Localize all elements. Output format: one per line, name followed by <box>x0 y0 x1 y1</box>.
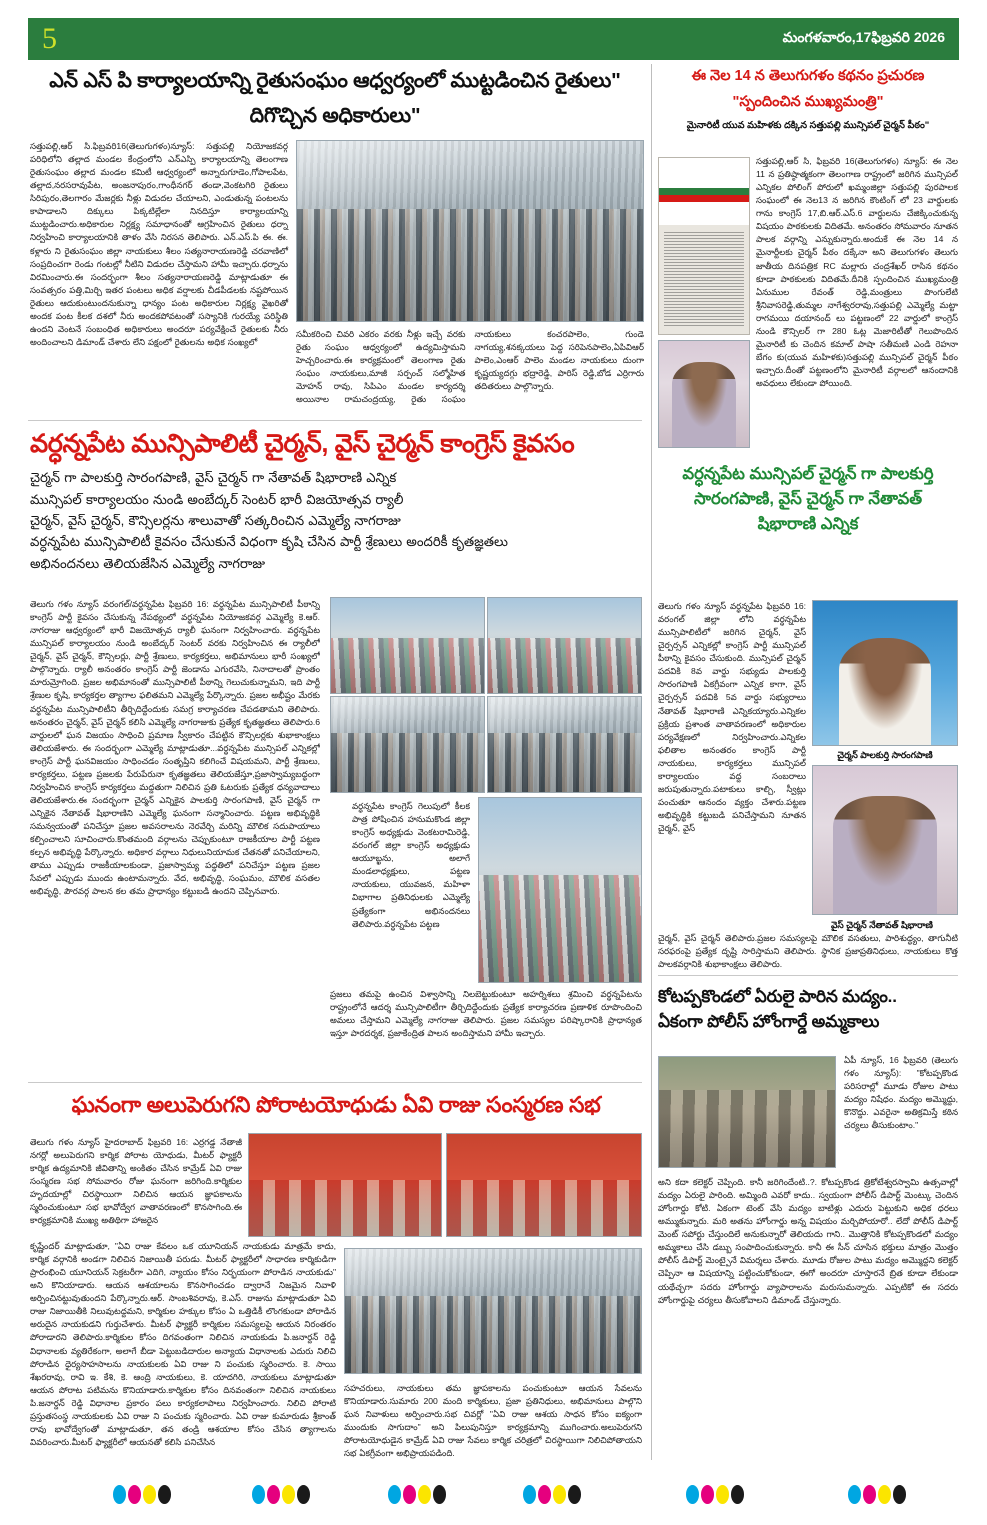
farmers-body-col2 <box>296 328 644 406</box>
black-dot <box>158 1485 171 1504</box>
cmyk-group-3 <box>388 1485 446 1504</box>
vardhannapet-right-body-text-2: చైర్మన్, వైస్ చైర్మన్ తెలిపారు.ప్రజల సమస్యలపై మౌలిక వసతులు, పారిశుద్ధ్యం, తాగునీటి సరఫరంపై ప్రత్యేక దృష్టి సారిస్తామని తెలిపారు. స్థానిక ప్రజాప్రతినిధులు, నాయకులు కొత్త పాలకవర్గానికి శుభాకాంక్షలు తెలిపారు. <box>658 933 958 970</box>
photo-cpm-dais <box>248 1133 442 1237</box>
caption-vicechair: వైస్ చైర్మన్ నేతావత్ షిభారాణి <box>831 920 933 930</box>
avraju-body-text-2: కృష్ణేందర్ మాట్లాడుతూ, "ఏవి రాజు కేవలం ఒక యూనియన్ నాయకుడు మాత్రమే కాదు, కార్మిక వర్గానికి అండగా నిలిచిన నిజాయితీ పరుడు. మీటర్ ఫ్యాక్టరీలో సాధారణ కార్మికుడిగా ప్రారంభించి యూనియన్ సెక్రటరీగా ఎదిగి, న్యాయం కోసం నిర్భయంగా పోరాడిన నాయకుడు" అని కొనియాడారు. ఆయన ఆశయాలను కొనసాగించడం ద్వారానే నిజమైన నివాళి అర్పించినట్టువుతుందని పేర్కొన్నారు.ఆర్. సాంబశివరావు, కె.ఎస్. రాజును మాట్లాడుతూ ఏవి రాజు నిజాయితీకి నిలువుటద్దమని, కార్మికుల హక్కుల కోసం ఏ ఒత్తిడికీ లొంగకుండా పోరాడిన అరుదైన నాయకుడని గుర్తుచేశారు. మీటర్ ఫ్యాక్టరీ కార్మికుల సమస్యలపై ఆయన నిరంతరం పోరాడారని తెలిపారు.కార్మికుల కోసం దిగవంతంగా నిలిచిన నాయకుడు పి.జనార్దన్ రెడ్డి విధానాలకు వ్యతిరేకంగా, అలాగే బీడా పెట్టుబడిదారుల అన్యాయ విధానాలకు ఎదురు నిలిచి పోరాడిన ధైర్యసాహసాలను నాయకులకు ఏవి రాజు ని పంచుకు స్మరించారు. కె. సాయి శేఖరరావు, రావి ఇ. కేశి, కె. ఆంద్రి నాయకులు, కె. యాదగిరి, నాయకులు మాట్లాడుతూ ఆయన పోరాట పటిమను కొనియాడారు.కార్మికుల కోసం దినవంతంగా నిలిచిన నాయకులు పి.జనార్దన్ రెడ్డి విధానాల ప్రకారం పలు కార్యకలాపాలు నిర్వహించారు. నిలిచి పోరాటి ప్రస్తుతసంస్థ నాయకులకు ఏవి రాజు ని పంచుకు స్మరించారు. ఏవి రాజు కుమారుడు శ్రీకాంత్ రావు భావోద్వేగంతో మాట్లాడుతూ, తన తండ్రి ఆశయాల కోసం చేసిన త్యాగాలను వివరించారు.మీటర్ ఫ్యాక్టరీలో ఆయనతో కలిసి పనిచేసిన <box>30 1241 336 1447</box>
masthead-bar <box>28 18 959 60</box>
liquor-body-2 <box>658 1176 958 1456</box>
photo-newspaper-clipping <box>658 157 750 335</box>
magenta-dot <box>538 1485 551 1504</box>
photo-vicechair-shibharani <box>812 765 958 915</box>
cm-subhead: మైనారిటీ యువ మహిళకు దక్కిన సత్తుపల్లి మున్సిపల్ చైర్మన్ పీఠం" <box>686 119 930 131</box>
vardhannapet-subhead-4: వర్ధన్నపేట మున్సిపాలిటీ కైవసం చేసుకునే విధంగా కృషి చేసిన పార్టీ శ్రేణులు అందరికీ కృతజ్ఞతలు <box>30 534 508 550</box>
cyan-dot <box>523 1485 536 1504</box>
liquor-body-text-1: ఏపీ న్యూస్, 16 ఫిబ్రవరి (తెలుగు గళం న్యూస్): "కోటప్పకొండ పరిసరాల్లో మూడు రోజుల పాటు మద్యం నిషేధం. మద్యం అమ్మొద్దు, కొనొద్దు. ఎవరైనా అతిక్రమిస్తే కఠిన చర్యలు తీసుకుంటాం." <box>844 1055 958 1131</box>
avraju-body-text-1: తెలుగు గళం న్యూస్ హైదరాబాద్ ఫిబ్రవరి 16: ఎర్రగడ్డ నేతాజీ నగర్లో అలుపెరుగని కార్మిక పోరాట యోధుడు, మీటర్ ఫ్యాక్టరీ కార్మిక ఉద్యమానికి జీవితాన్ని అంకితం చేసిన కామ్రేడ్ ఏవి రాజు సంస్మరణ సభ సోమవారం రోజు ఘనంగా జరిగింది.కార్మికుల హృదయాల్లో చిరస్థాయిగా నిలిచిన ఆయన జ్ఞాపకాలను స్మరించుకుంటూ సభ భావోద్వేగ వాతావరణంలో కొనసాగింది.ఈ కార్యక్రమానికి ముఖ్య అతిథిగా హాజరైన <box>30 1137 242 1226</box>
cm-headline-line2: "స్పందించిన ముఖ్యమంత్రి" <box>732 93 884 110</box>
page-number: 5 <box>42 22 57 55</box>
vardhannapet-body-text-mid: వర్ధన్నపేట కాంగ్రెస్ గెలుపులో కీలక పాత్ర పోషించిన హనుమకొండ జిల్లా కాంగ్రెస్ అధ్యక్షుడు వెంకటరామిరెడ్డి, వరంగల్ జిల్లా కాంగ్రెస్ అధ్యక్షుడు ఆయూబ్ఖను, అలాగే మండలాధ్యక్షులు, పట్టణ నాయకులు, యువజన, మహిళా విభాగాల ప్రతినిధులకు ఎమ్మెల్యే ప్రత్యేకంగా అభినందనలు తెలిపారు.వర్ధన్నపేట పట్టణ <box>352 801 470 929</box>
avraju-headline: ఘనంగా అలుపెరుగని పోరాటయోధుడు ఏవి రాజు సంస్మరణ సభ <box>71 1092 601 1117</box>
magenta-dot <box>403 1485 416 1504</box>
cm-body-tail <box>658 438 958 460</box>
farmers-headline-line1: ఎన్ ఎస్ పి కార్యాలయాన్ని రైతుసంఘం ఆధ్వర్యంలో ముట్టడించిన రైతులు" <box>49 69 621 92</box>
cmyk-group-4 <box>523 1485 581 1504</box>
avraju-body-1 <box>30 1136 242 1228</box>
liquor-headline-1: కోటప్పకొండలో ఏరులై పారిన మద్యం.. <box>658 987 897 1006</box>
cmyk-group-2 <box>252 1485 310 1504</box>
vardhannapet-subhead-1: చైర్మన్ గా పాలకుర్తి సారంగపాణి, వైస్ చైర్మన్ గా నేతావత్ షిభారాణి ఎన్నిక <box>30 470 397 486</box>
yellow-dot <box>282 1485 295 1504</box>
vardhannapet-right-body-text-1: తెలుగు గళం న్యూస్ వర్ధన్నపేట ఫిబ్రవరి 16: వరంగల్ జిల్లా లోని వర్ధన్నపేట మున్సిపాలిటీలో జరిగిన చైర్మన్, వైస్ చైర్పర్సన్ ఎన్నికల్లో కాంగ్రెస్ పార్టీ మున్సిపల్ పీఠాన్ని కైవసం చేసుకుంది. మున్సిపల్ చైర్మన్ పదవికి 8వ వార్డు సభ్యుడు పాలకుర్తి సారంగపాణి ఏకగ్రీవంగా ఎన్నిక కాగా, వైస్ చైర్పర్సన్ పదవికి 5వ వార్డు సభ్యురాలు నేతావత్ షిభారాణి ఎన్నికయ్యారు.ఎన్నికల ప్రక్రియ ప్రశాంత వాతావరణంలో అధికారుల పర్యవేక్షణలో నిర్వహించారు.ఎన్నికల ఫలితాల అనంతరం కాంగ్రెస్ పార్టీ నాయకులు, కార్యకర్తలు మున్సిపల్ కార్యాలయం వద్ద సంబరాలు జరుపుతున్నారు.పటాకులు కాల్చి, స్వీట్లు పంచుతూ ఆనందం వ్యక్తం చేశారు.పట్టణ అభివృద్ధికి కట్టుబడి పనిచేస్తామని నూతన చైర్మన్, వైస్ <box>658 601 806 834</box>
yellow-dot <box>553 1485 566 1504</box>
photo-memorial-banner <box>446 1133 642 1237</box>
vardhannapet-body-bottom <box>330 988 642 1070</box>
story-cm <box>658 66 958 133</box>
vardhannapet-subhead-3: చైర్మన్, వైస్ చైర్మన్, కౌన్సిలర్లను శాలువాతో సత్కరించిన ఎమ్మెల్యే నాగరాజు <box>30 512 401 528</box>
photo-rally-2 <box>487 597 642 694</box>
liquor-headline-2: ఏకంగా పోలీస్ హోంగార్డే అమ్మకాలు <box>658 1011 880 1031</box>
yellow-dot <box>143 1485 156 1504</box>
cm-body-col <box>756 155 958 450</box>
magenta-dot <box>267 1485 280 1504</box>
column-divider-right <box>651 64 652 1460</box>
cyan-dot <box>252 1485 265 1504</box>
vardhannapet-right-body-2 <box>658 932 958 970</box>
yellow-dot <box>716 1485 729 1504</box>
vardhannapet-right-headline-3: షిభారాణి ఎన్నిక <box>757 514 859 533</box>
farmers-body-text-1: సత్తుపల్లి,ఆర్ సి.ఫిబ్రవరి16(తెలుగుగళం)న్యూస్: సత్తుపల్లి నియోజకవర్గ పరిధిలోని తల్లాద మండల కేంద్రంలోని ఎన్ఎస్పి కార్యాలయాన్ని తెలంగాణ రైతుసంఘం తల్లాద మండల కమిటీ ఆధ్వర్యంలో అన్నారుగూడెం,గోపాలపేట, తల్లాద,నరసరావుపేట, అంజనాపురం,గాంధీనగర్ తండా,వెంకటగిరి రైతులు సిరిపురం,తెలగారం మేజర్లకు నీళ్లు విడుదల చేయాలని, ఎండుతున్న పంటలను కాపాడాలని దిక్కులు పిక్కటిల్లేలా నినదిస్తూ కార్యాలయాన్ని ముట్టడించారు.అధికారుల నిర్లక్ష్య సమాధానంతో ఆగ్రహించిన రైతులు ధర్నా నిర్వహించి కార్యాలయానికి తాళం వేసి నిరసన తెలిపారు. ఎన్.ఎస్.పి ఈ. ఈ. కళ్లారు ని రైతుసంఘం జిల్లా నాయకులు శీలం సత్యనారాయణరెడ్డి చరవాణిలో సంప్రదించగా రెండు గంటల్లో నీటిని విడుదల చేస్తామని హామీ ఇచ్చారు.ధర్నాను విరమించారు.ఈ సందర్భంగా శీలం సత్యనారాయణరెడ్డి మాట్లాడుతూ ఈ సంవత్సరం పత్తి,మిర్చి ఇతర పంటలు అధిక వర్షాలకు చీడపీడలకు నష్టపోయిన రైతులు ఆదుకుంటుందనుకున్నా ధాన్యం పంట అధికారుల నిర్లక్ష్య వైఖరితో అందక పంట కీలక దశలో నీరు అందకపోవటంతో సస్యానికి గురయ్యే పరిస్థితి ఉందని వెంటనే సంబంధిత అధికారులు అందరూ పర్యవేక్షించే రైతులకు నీరు అందించాలని డిమాండ్ చేశారు లేని పక్షంలో రైతులను అధిక సంఖ్యలో <box>30 141 288 347</box>
vardhannapet-body-text-bottom: ప్రజలు తమపై ఉంచిన విశ్వాసాన్ని నిలబెట్టుకుంటూ అహర్నిశలు శ్రమించి వర్ధన్నపేటను రాష్ట్రంలోనే ఆదర్శ మున్సిపాలిటీగా తీర్చిదిద్దేందుకు ప్రత్యేక కార్యాచరణ ప్రణాళిక రూపొందించి అమలు చేస్తామని ఎమ్మెల్యే నాగరాజు తెలిపారు. ప్రజల సమస్యల పరిష్కారానికి ప్రాధాన్యత ఇస్తూ పారదర్శక, ప్రజాకేంద్రిత పాలన అందిస్తామని హామీ ఇచ్చారు. <box>330 989 642 1039</box>
divider-vardhannapet-bottom <box>28 1082 642 1083</box>
story-avraju <box>30 1090 642 1120</box>
liquor-body-1 <box>844 1054 958 1172</box>
photo-rally-4 <box>487 696 642 793</box>
photo-rally-3 <box>330 696 485 793</box>
farmers-body-col1 <box>30 140 288 349</box>
avraju-body-2 <box>30 1240 336 1458</box>
farmers-body-text-2: సమీకరించి చివరి ఎకరం వరకు నీళ్లు ఇచ్చే వరకు రైతు సంఘం ఆధ్వర్యంలో ఉద్యమిస్తామని హెచ్చరించారు.ఈ కార్యక్రమంలో తెలంగాణ రైతు సంఘం నాయకులు,మాజీ సర్పంచ్ సల్మోహిత మోహన్ రావు, సిపిఎం మండల కార్యదర్శి అయినాల రామచంద్రయ్య, రైతు సంఘం నాయకులు కంచరపాలెం, గుండె నాగయ్య,శనక్కయలు పెద్ద సరిపెనపాలెం,ఏపివిఆర్ పాలెం,ఎంఆర్ పాలెం మండల నాయకులు దుంగా కృష్ణయ్యదగ్గు భద్రారెడ్డి, పారిస్ రెడ్డి,బోడ ఎర్రిగారు తదితరులు పాల్గొన్నారు. <box>296 329 644 405</box>
cmyk-group-6 <box>848 1485 906 1504</box>
liquor-body-text-2: అని కదా కలెక్టర్ చెప్పింది. కానీ జరిగిందేంటి..?. కోటప్పకొండ త్రికోటేశ్వరస్వామి ఉత్సవాల్లో మద్యం ఏరులై పారింది. అమ్మింది ఎవరో కాదు.. స్వయంగా పోలీస్ డిపార్ట్ మెంట్కు చెందిన హోంగార్డు కోటి. ఏకంగా టెంట్ వేసి మద్యం బాటిళ్లు ఎదురు పెట్టుకుని అధిక ధరలు అమ్ముకున్నారు. మరి అతను హోంగార్డు అన్న విషయం మర్చిపోయారో.. లేదో పోలీస్ డిపార్ట్ మెంట్ సపోర్టు చేస్తుందిలే అనుకున్నారో తెలియదు గాని.. మొత్తానికి కోటప్పకొండలో మద్యం అమ్మకాలు చేసి డబ్బు సంపాదించుకున్నారు. కానీ ఈ సీన్ చూసిన భక్తులు మాత్రం మొత్తం పోలీస్ డిపార్ట్ మెంట్పైనే విమర్శలు చేశారు. మూడు రోజుల పాటు మద్యం అమ్మొద్దని కలెక్టర్ చెప్పినా ఆ విషయాన్ని పట్టించుకోకుండా, ఈగో అందరూ చూస్తారనే బ్రిత కూడా లేకుండా యథేచ్ఛగా సదరు హోంగార్డు వ్యాపారాలను మరుసుమన్నారు. ఎప్పటికో ఈ సదరు హోంగార్డుపై చర్యలు తీసుకోవాలని డిమాండ్ చేస్తున్నారు. <box>658 1177 958 1305</box>
cmyk-registration-row <box>0 1485 987 1507</box>
vardhannapet-subhead-5: అభినందనలు తెలియజేసిన ఎమ్మెల్యే నాగరాజు <box>30 555 266 571</box>
photo-rally-1 <box>330 597 485 694</box>
yellow-dot <box>878 1485 891 1504</box>
vardhannapet-body-left <box>30 598 320 998</box>
magenta-dot <box>128 1485 141 1504</box>
photo-grid-vardhannapet <box>330 597 642 793</box>
farmers-headline-line2: దిగొచ్చిన అధికారులు" <box>249 103 421 127</box>
vardhannapet-subhead-2: మున్సిపల్ కార్యాలయం నుండి అంబేద్కర్ సెంటర్ భారీ విజయోత్సవ ర్యాలీ <box>30 491 404 507</box>
black-dot <box>731 1485 744 1504</box>
vardhannapet-right-body-1 <box>658 600 806 930</box>
vardhannapet-headline: వర్ధన్నపేట మున్సిపాలిటీ చైర్మన్, వైస్ చైర్మన్ కాంగ్రెస్ కైవసం <box>30 430 575 458</box>
black-dot <box>297 1485 310 1504</box>
black-dot <box>433 1485 446 1504</box>
caption-chairman: చైర్మన్ పాలకుర్తి సారంగపాణి <box>837 750 933 760</box>
cmyk-group-1 <box>113 1485 171 1504</box>
magenta-dot <box>863 1485 876 1504</box>
photo-ambedkar-statue-rally <box>478 797 642 983</box>
story-vardhannapet <box>30 428 642 574</box>
cyan-dot <box>113 1485 126 1504</box>
vardhannapet-body-text-left: తెలుగు గళం న్యూస్ వరంగల్/వర్ధన్నపేట ఫిబ్రవరి 16: వర్ధన్నపేట మున్సిపాలిటీ పీఠాన్ని కాంగ్రెస్ పార్టీ కైవసం చేసుకున్న నేపథ్యంలో వర్ధన్నపేట నియోజకవర్గ ఎమ్మెల్యే కె.ఆర్. నాగరాజు ఆధ్వర్యంలో భారీ విజయోత్సవ ర్యాలీ ఘనంగా నిర్వహించారు. వర్ధన్నపేట మున్సిపల్ కార్యాలయం నుండి అంబేద్కర్ సెంటర్ వరకు నిర్వహించిన ఈ ర్యాలీలో చైర్మన్, వైస్ చైర్మన్, కౌన్సిలర్లు, పార్టీ శ్రేణులు, కార్యకర్తలు, అభిమానులు భారీ సంఖ్యలో పాల్గొన్నారు. ర్యాలీ అనంతరం కాంగ్రెస్ పార్టీ జెండాను ఎగురవేసి, నినాదాలతో ప్రాంతం మారుమ్రోగింది. ప్రజల అభిమానంతో మున్సిపాలిటీ పీఠాన్ని గెలుచుకున్నామని, ఇది పార్టీ శ్రేణుల కృషి, కార్యకర్తల త్యాగాల ఫలితమని ఎమ్మెల్యే పేర్కొన్నారు. ప్రజల అభీష్టం మేరకు వర్ధన్నపేట మున్సిపాలిటీని తీర్చిదిద్దేందుకు సమగ్ర కార్యాచరణ చేపడతామని తెలిపారు. అనంతరం చైర్మన్, వైస్ చైర్మన్ కలిసి ఎమ్మెల్యే నాగరాజుకు ప్రత్యేక కృతజ్ఞతలు తెలిపారు.6 వార్డులలో ఘన విజయం సాధించి ప్రమాణ స్వీకారం చేపట్టిన కౌన్సిలర్లకు శుభాకాంక్షలు తెలియజేశారు. ఈ సందర్భంగా ఎమ్మెల్యే మాట్లాడుతూ...వర్ధన్నపేట మున్సిపల్ ఎన్నికల్లో కాంగ్రెస్ పార్టీ ఘనవిజయం సాధించడం సంతృప్తిని కలిగించే విషయమని, పార్టీ శ్రేణులు, కార్యకర్తలు, పట్టణ ప్రజలకు పేరుపేరునా కృతజ్ఞతలు తెలియజేస్తూ,ప్రజాస్వామ్యబద్ధంగా నిర్వహించిన కాంగ్రెస్ కార్యకర్తలు మద్దతుగా నిలిచిన ప్రతి ఓటరుకు ప్రత్యేక ధన్యవాదాలు తెలియజేశారు.ఈ సందర్భంగా చైర్మన్ ఎన్నికైన పాలకుర్తి సారంగపాణి, వైస్ చైర్మన్ గా ఎన్నికైన నేతావత్ షిభారాణిని ఎమ్మెల్యే ఘనంగా సన్మానించారు. పట్టణ అభివృద్ధికి సమన్వయంతో పనిచేస్తూ ప్రజల అవసరాలను నెరవేర్చి మరిన్ని మౌలిక సదుపాయాలు కల్పించాలని సూచించారు.కొంతమంది వర్గాలను చెప్పుకుంటూ రాజకీయాల పార్టీ పట్టణ కల్పన అభివృద్ధి పేర్కొన్నారు. అధికార వర్గాలు నిధులునియామక చేతనతో పనిచేయాలని, తాము ఎప్పుడు రాజకీయాలకుండా, ప్రజాస్వామ్య పద్ధతిలో పనిచేస్తూ పట్టణ ప్రజల సేవలో ఎప్పుడు ముందు ఉంటామన్నారు. వేద, అభివృద్ధి, సంఘమం, మౌలిక వసతల అభివృద్ధి, పౌరవర్గ పాలన కల తమ ప్రాధాన్యం కట్టుబడి ఉందని చెప్పినవారు. <box>30 599 320 897</box>
cmyk-group-5 <box>686 1485 744 1504</box>
story-farmers <box>28 66 642 130</box>
story-vardhannapet-right <box>658 462 958 536</box>
cm-headline-line1: ఈ నెల 14 న తెలుగుగళం కథనం ప్రచురణ <box>691 68 925 84</box>
cyan-dot <box>388 1485 401 1504</box>
vardhannapet-body-mid <box>352 800 470 982</box>
cm-body-text: సత్తుపల్లి,ఆర్ సి, ఫిబ్రవరి 16(తెలుగుగళం) న్యూస్: ఈ నెల 11 న ప్రతిష్ఠాత్మకంగా తెలంగాణ రాష్ట్రంలో జరిగిన మున్సిపల్ ఎన్నికల పోలింగ్ పోరులో ఖమ్మంజిల్లా సత్తుపల్లి పురపాలక సంఘంలో ఈ నెల13 న జరిగిన కౌంటింగ్ లో 23 వార్డులకు గాను కాంగ్రెస్ 17,బి.ఆర్.ఎస్.6 వార్డులను చేజిక్కించుకున్న విషయం పాఠకులకు విదితమే. అనంతరం సోమవారం నూతన పాలక వర్గాన్ని ఎన్నుకున్నారు.అందుకే ఈ నెల 14 న మైనార్టీలకు చైర్మన్ పీఠం దక్కేనా అని తెలుగుగళం తెలుగు జాతీయ దినపత్రిక RC మల్లారు చంద్రశేఖర్ రాసిన కథనం కూడా పాఠకులకు విదితమే.దీనికి స్పందించిన ముఖ్యమంత్రి ఏనుముల రేవంత్ రెడ్డి,మంత్రులు పొంగులేటి శ్రీనివాసరెడ్డి,తుమ్మల నాగేశ్వరరావు,సత్తుపల్లి ఎమ్మెల్యే మట్టా రాగమయి దయానంద్ లు పట్టణంలో 22 వార్డులో కాంగ్రెస్ నుండి కౌన్సిలర్ గా 280 ఓట్ల మెజారిటీతో గెలుపొందిన మైనారిటీ కు చెందిన కమాల్ పాషా సతీమణి ఎండి రెహనా బేగం కు(యువ మహిళకు)సత్తుపల్లి మున్సిపల్ చైర్మన్ పీఠం ఇచ్చారు.దీంతో పట్టణంలోని మైనారిటీ వర్గాలలో ఆనందానికి అవధులు లేకుండా పోయింది. <box>756 156 958 389</box>
avraju-body-3 <box>344 1382 642 1460</box>
yellow-dot <box>418 1485 431 1504</box>
cyan-dot <box>848 1485 861 1504</box>
photo-chairperson-rehana <box>658 340 750 448</box>
black-dot <box>893 1485 906 1504</box>
story-liquor <box>658 985 958 1034</box>
divider-right-mid <box>658 975 958 976</box>
black-dot <box>568 1485 581 1504</box>
vardhannapet-right-headline-1: వర్ధన్నపేట మున్సిపల్ చైర్మన్ గా పాలకుర్తి <box>682 465 934 483</box>
magenta-dot <box>701 1485 714 1504</box>
photo-liquor-sellers <box>658 1056 836 1168</box>
publication-date: మంగళవారం,17ఫిబ్రవరి 2026 <box>782 29 945 45</box>
photo-memorial-audience <box>344 1248 642 1374</box>
photo-chairman-sarangapani <box>812 600 958 746</box>
vardhannapet-right-headline-2: సారంగపాణి, వైస్ చైర్మన్ గా నేతావత్ <box>693 489 923 508</box>
photo-farmers-protest <box>296 140 644 322</box>
cyan-dot <box>686 1485 699 1504</box>
divider-farmers-bottom <box>28 420 642 421</box>
avraju-body-text-3: సహచరులు, నాయకులు తమ జ్ఞాపకాలను పంచుకుంటూ ఆయన సేవలను కొనియాడారు.సుమారు 200 మంది కార్మికులు, ప్రజా ప్రతినిధులు, అభిమానులు పాల్గొని ఘన నివాళులు అర్పించారు.సభ చివర్లో "ఏవి రాజు ఆశయ సాధన కోసం ఐక్యంగా ముందుకు సాగుదాం" అని పిలుపునిస్తూ కార్యక్రమాన్ని ముగించారు.అలుపెరుగని పోరాటయోధుడైన కామ్రేడ్ ఏవి రాజు సేవలు కార్మిక చరిత్రలో చిరస్థాయిగా నిలిచిపోతాయని సభ ఏకగ్రీవంగా అభిప్రాయపడింది. <box>344 1383 642 1459</box>
